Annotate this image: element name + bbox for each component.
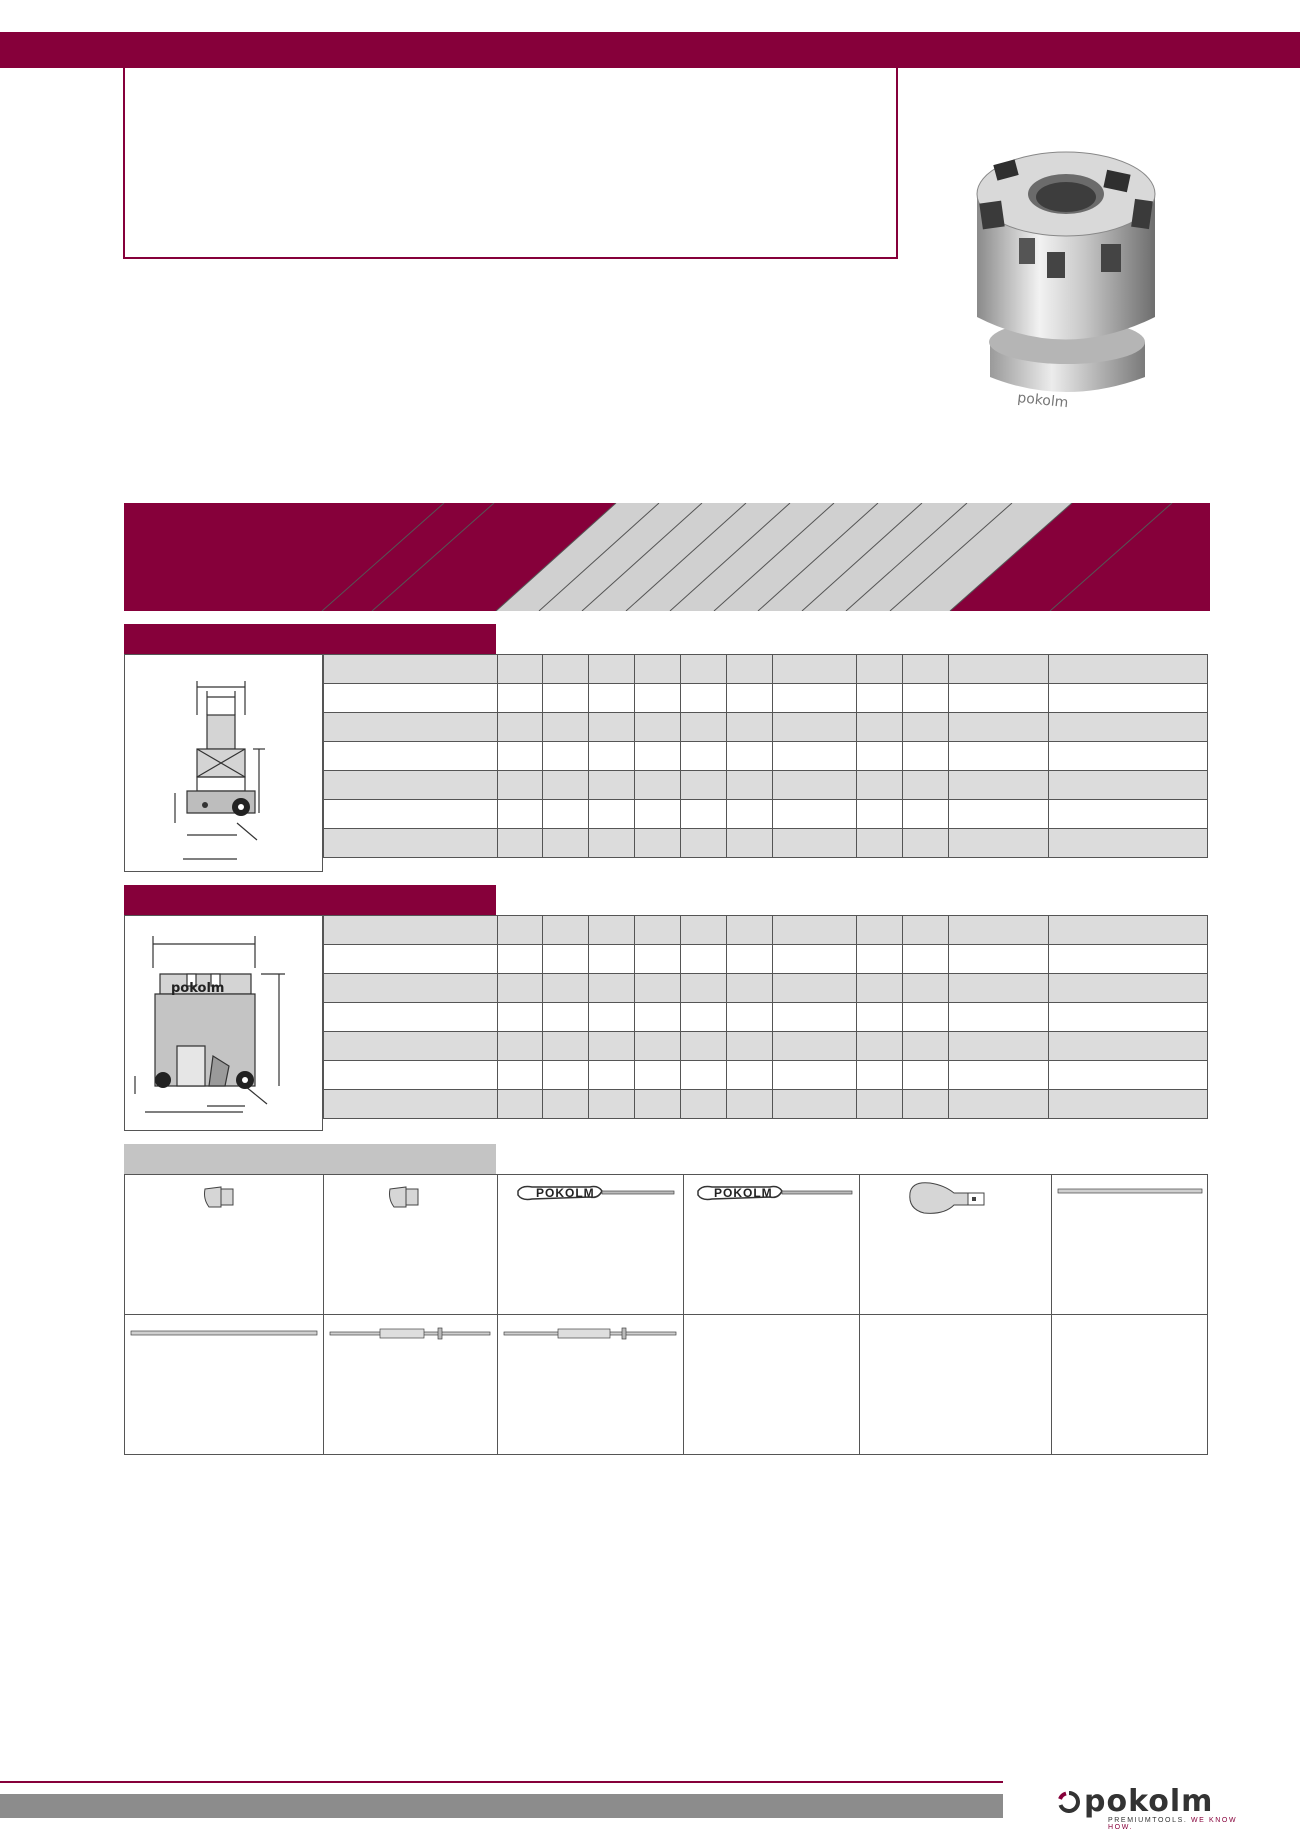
- accessory-torx-driver-2: [684, 1175, 860, 1315]
- accessory-empty-2: [860, 1315, 1052, 1455]
- table-header-band: [124, 503, 1210, 611]
- table-row: [324, 684, 1208, 713]
- logo-text: pokolm: [1084, 1784, 1214, 1819]
- accessories-grid: [124, 1174, 1208, 1455]
- table-row: [324, 829, 1208, 858]
- photo-engraving: pokolm: [1016, 390, 1070, 412]
- table-row: [324, 713, 1208, 742]
- tagline-accent: WE KNOW HOW.: [1108, 1817, 1238, 1831]
- section-1-header: [124, 624, 496, 654]
- accessory-empty-1: [684, 1315, 860, 1455]
- table-row: [324, 1090, 1208, 1119]
- section-2-drawing: [124, 915, 323, 1131]
- section-2-header: [124, 885, 496, 915]
- section-1-table: [323, 654, 1208, 858]
- table-row: [324, 916, 1208, 945]
- table-row: [324, 800, 1208, 829]
- driver-1-label: POKOLM: [536, 1186, 595, 1200]
- section-2-table: [323, 915, 1208, 1119]
- logo-mark-icon: [1058, 1791, 1080, 1813]
- accessory-empty-3: [1052, 1315, 1208, 1455]
- product-photo: [955, 102, 1175, 474]
- footer-bar: [0, 1794, 1003, 1818]
- top-brand-bar: [0, 32, 1300, 68]
- drawing-logo-text: pokolm: [171, 981, 225, 996]
- table-row: [324, 742, 1208, 771]
- accessory-key-bar-1: [1052, 1175, 1208, 1315]
- footer-line: [0, 1781, 1003, 1783]
- table-row: [324, 1003, 1208, 1032]
- table-row: [324, 974, 1208, 1003]
- accessory-torque-bar-1: [324, 1315, 498, 1455]
- table-row: [324, 945, 1208, 974]
- accessory-clamp-screw-2: [324, 1175, 498, 1315]
- table-row: [324, 655, 1208, 684]
- section-1-drawing: [124, 654, 323, 872]
- accessory-clamp-screw-1: [125, 1175, 324, 1315]
- table-row: [324, 771, 1208, 800]
- accessory-torque-bar-2: [498, 1315, 684, 1455]
- accessory-handle: [860, 1175, 1052, 1315]
- title-frame: [123, 67, 898, 259]
- brand-logo: [1058, 1784, 1258, 1831]
- table-row: [324, 1032, 1208, 1061]
- logo-tagline: [1108, 1817, 1258, 1831]
- accessory-key-bar-2: [125, 1315, 324, 1455]
- accessory-torx-driver-1: [498, 1175, 684, 1315]
- table-row: [324, 1061, 1208, 1090]
- driver-2-label: POKOLM: [714, 1186, 773, 1200]
- accessories-header: [124, 1144, 496, 1174]
- tagline-main: PREMIUMTOOLS.: [1108, 1817, 1188, 1824]
